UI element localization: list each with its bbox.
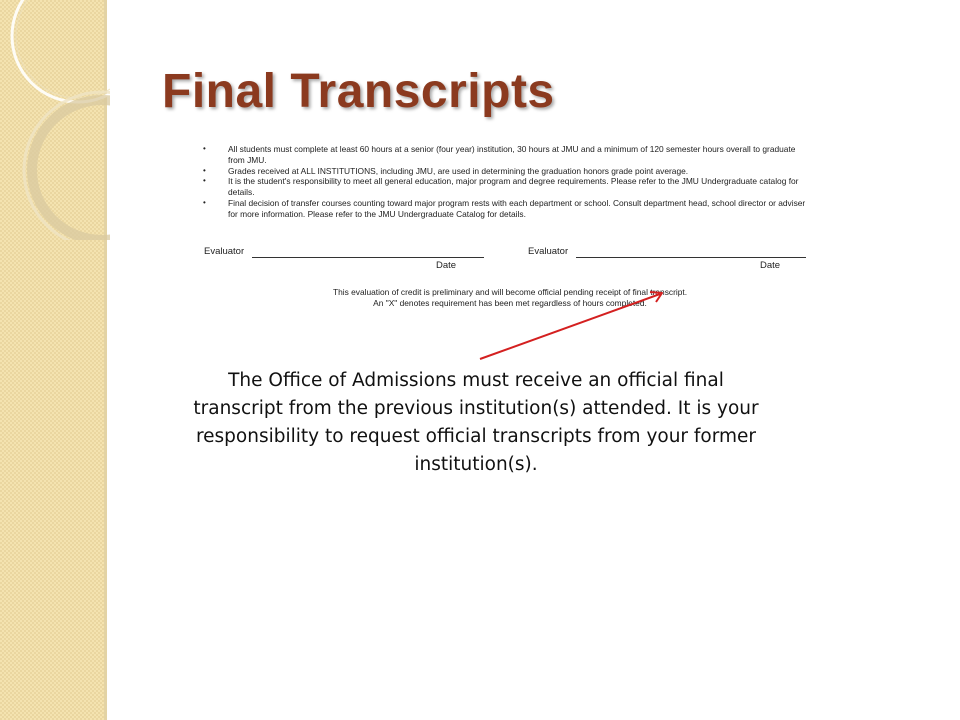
bullet-icon: •: [203, 165, 206, 175]
slide-title: Final Transcripts: [162, 65, 555, 118]
admissions-message: The Office of Admissions must receive an official final transcript from the previous institution(s) attended. It is your responsibility to request official transcripts from your former institution(s).: [193, 370, 759, 475]
list-item-text: All students must complete at least 60 hours at a senior (four year) institution, 30 hours at JMU and a minimum of 120 semester hours overall to graduate from JMU.: [228, 144, 796, 165]
list-item-text: Final decision of transfer courses counting toward major program rests with each department or school. Consult department head, school director or adviser for more information. Please refer to the JMU Undergraduate Catalog for details.: [228, 197, 806, 219]
bullet-icon: •: [203, 144, 206, 153]
list-item-text: Grades received at ALL INSTITUTIONS, including JMU, are used in determining the graduation honors grade point average.: [228, 165, 689, 176]
evaluator-label: Evaluator: [204, 246, 245, 257]
bullet-icon: •: [203, 197, 206, 207]
notice-line: This evaluation of credit is preliminary and will become official pending receipt of final transcript.: [332, 287, 688, 297]
evaluator-label: Evaluator: [528, 246, 569, 257]
notice-line: An "X" denotes requirement has been met regardless of hours completed.: [373, 297, 647, 308]
bullet-icon: •: [203, 176, 206, 186]
date-label: Date: [760, 260, 781, 271]
date-label: Date: [436, 260, 457, 271]
list-item-text: It is the student's responsibility to meet all general education, major program and degree requirements. Please refer to the JMU Undergraduate catalog for details.: [228, 176, 799, 198]
